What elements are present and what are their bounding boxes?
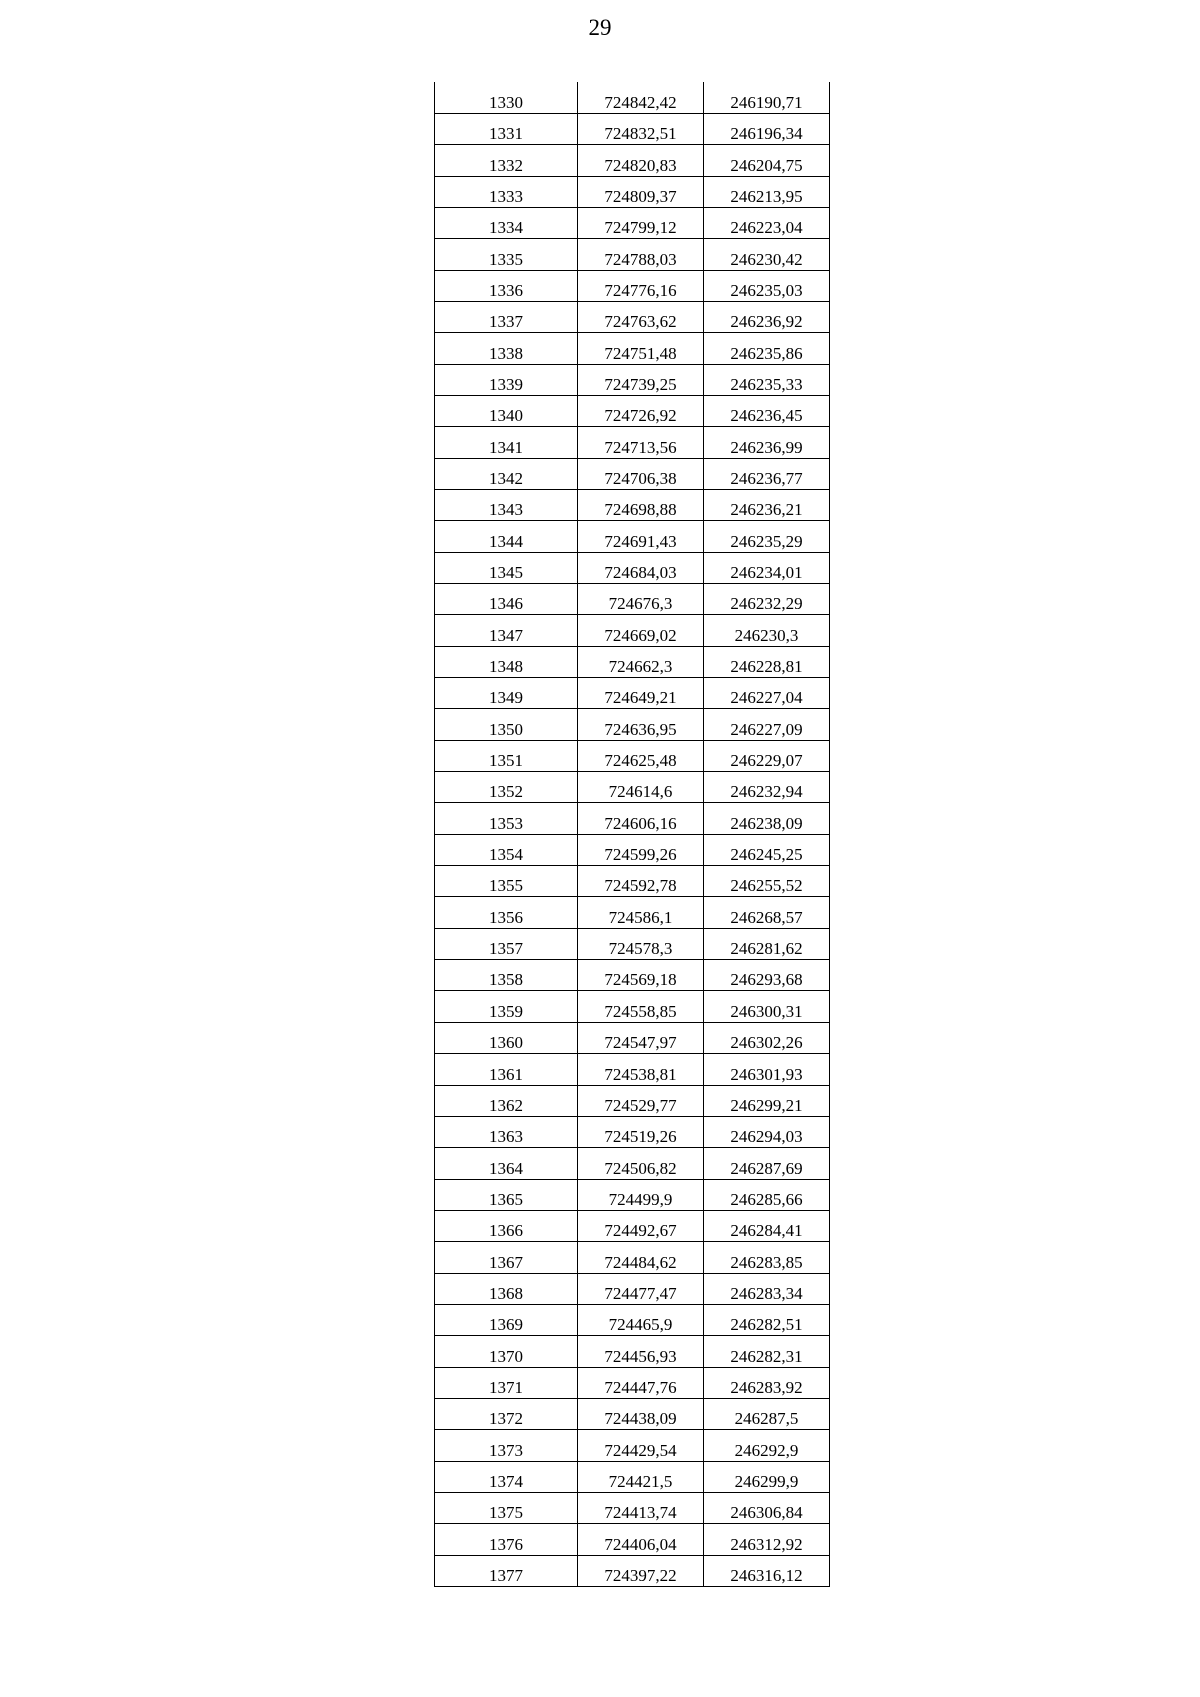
point-number-cell: 1369 xyxy=(435,1304,578,1335)
y-coordinate-cell: 246285,66 xyxy=(704,1179,830,1210)
table-row xyxy=(435,207,830,238)
y-coordinate-cell: 246235,33 xyxy=(704,364,830,395)
y-coordinate-cell: 246284,41 xyxy=(704,1210,830,1241)
x-coordinate-cell: 724625,48 xyxy=(578,740,704,771)
table-row xyxy=(435,82,830,113)
x-coordinate-cell: 724506,82 xyxy=(578,1148,704,1179)
x-coordinate-cell: 724698,88 xyxy=(578,489,704,520)
table-row xyxy=(435,552,830,583)
table-row xyxy=(435,113,830,144)
y-coordinate-cell: 246227,09 xyxy=(704,709,830,740)
table-row xyxy=(435,584,830,615)
y-coordinate-cell: 246287,69 xyxy=(704,1148,830,1179)
x-coordinate-cell: 724586,1 xyxy=(578,897,704,928)
point-number-cell: 1355 xyxy=(435,866,578,897)
y-coordinate-cell: 246292,9 xyxy=(704,1430,830,1461)
table-row xyxy=(435,678,830,709)
point-number-cell: 1374 xyxy=(435,1461,578,1492)
y-coordinate-cell: 246282,51 xyxy=(704,1304,830,1335)
table-row xyxy=(435,803,830,834)
point-number-cell: 1340 xyxy=(435,395,578,426)
table-row xyxy=(435,897,830,928)
y-coordinate-cell: 246228,81 xyxy=(704,646,830,677)
table-row xyxy=(435,1430,830,1461)
x-coordinate-cell: 724776,16 xyxy=(578,270,704,301)
point-number-cell: 1372 xyxy=(435,1398,578,1429)
x-coordinate-cell: 724529,77 xyxy=(578,1085,704,1116)
point-number-cell: 1336 xyxy=(435,270,578,301)
table-row xyxy=(435,740,830,771)
y-coordinate-cell: 246236,92 xyxy=(704,301,830,332)
x-coordinate-cell: 724519,26 xyxy=(578,1116,704,1147)
point-number-cell: 1377 xyxy=(435,1555,578,1586)
point-number-cell: 1330 xyxy=(435,82,578,113)
point-number-cell: 1350 xyxy=(435,709,578,740)
table-row xyxy=(435,176,830,207)
table-row xyxy=(435,270,830,301)
table-row xyxy=(435,364,830,395)
table-row xyxy=(435,145,830,176)
y-coordinate-cell: 246213,95 xyxy=(704,176,830,207)
table-row xyxy=(435,239,830,270)
y-coordinate-cell: 246268,57 xyxy=(704,897,830,928)
point-number-cell: 1364 xyxy=(435,1148,578,1179)
point-number-cell: 1370 xyxy=(435,1336,578,1367)
x-coordinate-cell: 724809,37 xyxy=(578,176,704,207)
table-row xyxy=(435,1555,830,1586)
y-coordinate-cell: 246301,93 xyxy=(704,1054,830,1085)
y-coordinate-cell: 246229,07 xyxy=(704,740,830,771)
point-number-cell: 1337 xyxy=(435,301,578,332)
y-coordinate-cell: 246299,21 xyxy=(704,1085,830,1116)
point-number-cell: 1335 xyxy=(435,239,578,270)
y-coordinate-cell: 246227,04 xyxy=(704,678,830,709)
x-coordinate-cell: 724492,67 xyxy=(578,1210,704,1241)
point-number-cell: 1341 xyxy=(435,427,578,458)
x-coordinate-cell: 724842,42 xyxy=(578,82,704,113)
table-row xyxy=(435,834,830,865)
x-coordinate-cell: 724438,09 xyxy=(578,1398,704,1429)
y-coordinate-cell: 246283,85 xyxy=(704,1242,830,1273)
point-number-cell: 1338 xyxy=(435,333,578,364)
point-number-cell: 1362 xyxy=(435,1085,578,1116)
y-coordinate-cell: 246282,31 xyxy=(704,1336,830,1367)
point-number-cell: 1358 xyxy=(435,960,578,991)
y-coordinate-cell: 246204,75 xyxy=(704,145,830,176)
point-number-cell: 1352 xyxy=(435,772,578,803)
table-row xyxy=(435,489,830,520)
x-coordinate-cell: 724726,92 xyxy=(578,395,704,426)
x-coordinate-cell: 724662,3 xyxy=(578,646,704,677)
y-coordinate-cell: 246232,29 xyxy=(704,584,830,615)
y-coordinate-cell: 246230,42 xyxy=(704,239,830,270)
x-coordinate-cell: 724592,78 xyxy=(578,866,704,897)
y-coordinate-cell: 246245,25 xyxy=(704,834,830,865)
table-row xyxy=(435,1242,830,1273)
y-coordinate-cell: 246302,26 xyxy=(704,1022,830,1053)
y-coordinate-cell: 246283,34 xyxy=(704,1273,830,1304)
y-coordinate-cell: 246223,04 xyxy=(704,207,830,238)
y-coordinate-cell: 246234,01 xyxy=(704,552,830,583)
table-row xyxy=(435,866,830,897)
point-number-cell: 1376 xyxy=(435,1524,578,1555)
x-coordinate-cell: 724421,5 xyxy=(578,1461,704,1492)
table-row xyxy=(435,1148,830,1179)
table-row xyxy=(435,960,830,991)
y-coordinate-cell: 246238,09 xyxy=(704,803,830,834)
y-coordinate-cell: 246236,99 xyxy=(704,427,830,458)
y-coordinate-cell: 246230,3 xyxy=(704,615,830,646)
y-coordinate-cell: 246235,86 xyxy=(704,333,830,364)
x-coordinate-cell: 724820,83 xyxy=(578,145,704,176)
x-coordinate-cell: 724397,22 xyxy=(578,1555,704,1586)
point-number-cell: 1368 xyxy=(435,1273,578,1304)
point-number-cell: 1357 xyxy=(435,928,578,959)
point-number-cell: 1365 xyxy=(435,1179,578,1210)
coordinates-table-container xyxy=(434,82,830,1587)
y-coordinate-cell: 246235,03 xyxy=(704,270,830,301)
x-coordinate-cell: 724649,21 xyxy=(578,678,704,709)
x-coordinate-cell: 724739,25 xyxy=(578,364,704,395)
y-coordinate-cell: 246236,45 xyxy=(704,395,830,426)
x-coordinate-cell: 724788,03 xyxy=(578,239,704,270)
x-coordinate-cell: 724477,47 xyxy=(578,1273,704,1304)
point-number-cell: 1375 xyxy=(435,1492,578,1523)
coordinates-table xyxy=(434,82,830,1587)
table-row xyxy=(435,427,830,458)
table-row xyxy=(435,1210,830,1241)
coordinates-table-body xyxy=(435,82,830,1587)
table-row xyxy=(435,991,830,1022)
x-coordinate-cell: 724799,12 xyxy=(578,207,704,238)
table-row xyxy=(435,615,830,646)
x-coordinate-cell: 724413,74 xyxy=(578,1492,704,1523)
x-coordinate-cell: 724763,62 xyxy=(578,301,704,332)
point-number-cell: 1354 xyxy=(435,834,578,865)
table-row xyxy=(435,928,830,959)
point-number-cell: 1366 xyxy=(435,1210,578,1241)
x-coordinate-cell: 724636,95 xyxy=(578,709,704,740)
table-row xyxy=(435,1492,830,1523)
x-coordinate-cell: 724713,56 xyxy=(578,427,704,458)
x-coordinate-cell: 724429,54 xyxy=(578,1430,704,1461)
table-row xyxy=(435,1524,830,1555)
table-row xyxy=(435,458,830,489)
x-coordinate-cell: 724684,03 xyxy=(578,552,704,583)
point-number-cell: 1347 xyxy=(435,615,578,646)
point-number-cell: 1360 xyxy=(435,1022,578,1053)
x-coordinate-cell: 724706,38 xyxy=(578,458,704,489)
table-row xyxy=(435,301,830,332)
y-coordinate-cell: 246299,9 xyxy=(704,1461,830,1492)
point-number-cell: 1346 xyxy=(435,584,578,615)
x-coordinate-cell: 724547,97 xyxy=(578,1022,704,1053)
x-coordinate-cell: 724456,93 xyxy=(578,1336,704,1367)
table-row xyxy=(435,1022,830,1053)
y-coordinate-cell: 246235,29 xyxy=(704,521,830,552)
table-row xyxy=(435,1116,830,1147)
table-row xyxy=(435,1304,830,1335)
x-coordinate-cell: 724676,3 xyxy=(578,584,704,615)
x-coordinate-cell: 724599,26 xyxy=(578,834,704,865)
x-coordinate-cell: 724558,85 xyxy=(578,991,704,1022)
y-coordinate-cell: 246294,03 xyxy=(704,1116,830,1147)
y-coordinate-cell: 246196,34 xyxy=(704,113,830,144)
table-row xyxy=(435,1461,830,1492)
point-number-cell: 1345 xyxy=(435,552,578,583)
y-coordinate-cell: 246281,62 xyxy=(704,928,830,959)
point-number-cell: 1359 xyxy=(435,991,578,1022)
x-coordinate-cell: 724465,9 xyxy=(578,1304,704,1335)
x-coordinate-cell: 724406,04 xyxy=(578,1524,704,1555)
point-number-cell: 1363 xyxy=(435,1116,578,1147)
y-coordinate-cell: 246236,21 xyxy=(704,489,830,520)
point-number-cell: 1342 xyxy=(435,458,578,489)
y-coordinate-cell: 246312,92 xyxy=(704,1524,830,1555)
page-number: 29 xyxy=(588,15,612,40)
point-number-cell: 1333 xyxy=(435,176,578,207)
x-coordinate-cell: 724669,02 xyxy=(578,615,704,646)
x-coordinate-cell: 724569,18 xyxy=(578,960,704,991)
x-coordinate-cell: 724484,62 xyxy=(578,1242,704,1273)
y-coordinate-cell: 246306,84 xyxy=(704,1492,830,1523)
y-coordinate-cell: 246190,71 xyxy=(704,82,830,113)
point-number-cell: 1361 xyxy=(435,1054,578,1085)
point-number-cell: 1356 xyxy=(435,897,578,928)
x-coordinate-cell: 724691,43 xyxy=(578,521,704,552)
table-row xyxy=(435,1398,830,1429)
point-number-cell: 1344 xyxy=(435,521,578,552)
point-number-cell: 1334 xyxy=(435,207,578,238)
y-coordinate-cell: 246316,12 xyxy=(704,1555,830,1586)
table-row xyxy=(435,1179,830,1210)
x-coordinate-cell: 724751,48 xyxy=(578,333,704,364)
x-coordinate-cell: 724538,81 xyxy=(578,1054,704,1085)
y-coordinate-cell: 246300,31 xyxy=(704,991,830,1022)
point-number-cell: 1332 xyxy=(435,145,578,176)
x-coordinate-cell: 724832,51 xyxy=(578,113,704,144)
point-number-cell: 1373 xyxy=(435,1430,578,1461)
x-coordinate-cell: 724614,6 xyxy=(578,772,704,803)
y-coordinate-cell: 246283,92 xyxy=(704,1367,830,1398)
x-coordinate-cell: 724499,9 xyxy=(578,1179,704,1210)
point-number-cell: 1353 xyxy=(435,803,578,834)
y-coordinate-cell: 246293,68 xyxy=(704,960,830,991)
point-number-cell: 1367 xyxy=(435,1242,578,1273)
table-row xyxy=(435,521,830,552)
table-row xyxy=(435,709,830,740)
y-coordinate-cell: 246232,94 xyxy=(704,772,830,803)
point-number-cell: 1348 xyxy=(435,646,578,677)
table-row xyxy=(435,772,830,803)
table-row xyxy=(435,333,830,364)
point-number-cell: 1371 xyxy=(435,1367,578,1398)
table-row xyxy=(435,1336,830,1367)
point-number-cell: 1343 xyxy=(435,489,578,520)
point-number-cell: 1331 xyxy=(435,113,578,144)
y-coordinate-cell: 246287,5 xyxy=(704,1398,830,1429)
table-row xyxy=(435,1054,830,1085)
table-row xyxy=(435,395,830,426)
y-coordinate-cell: 246236,77 xyxy=(704,458,830,489)
table-row xyxy=(435,1273,830,1304)
point-number-cell: 1351 xyxy=(435,740,578,771)
x-coordinate-cell: 724606,16 xyxy=(578,803,704,834)
table-row xyxy=(435,1085,830,1116)
point-number-cell: 1349 xyxy=(435,678,578,709)
y-coordinate-cell: 246255,52 xyxy=(704,866,830,897)
x-coordinate-cell: 724578,3 xyxy=(578,928,704,959)
point-number-cell: 1339 xyxy=(435,364,578,395)
x-coordinate-cell: 724447,76 xyxy=(578,1367,704,1398)
table-row xyxy=(435,1367,830,1398)
table-row xyxy=(435,646,830,677)
